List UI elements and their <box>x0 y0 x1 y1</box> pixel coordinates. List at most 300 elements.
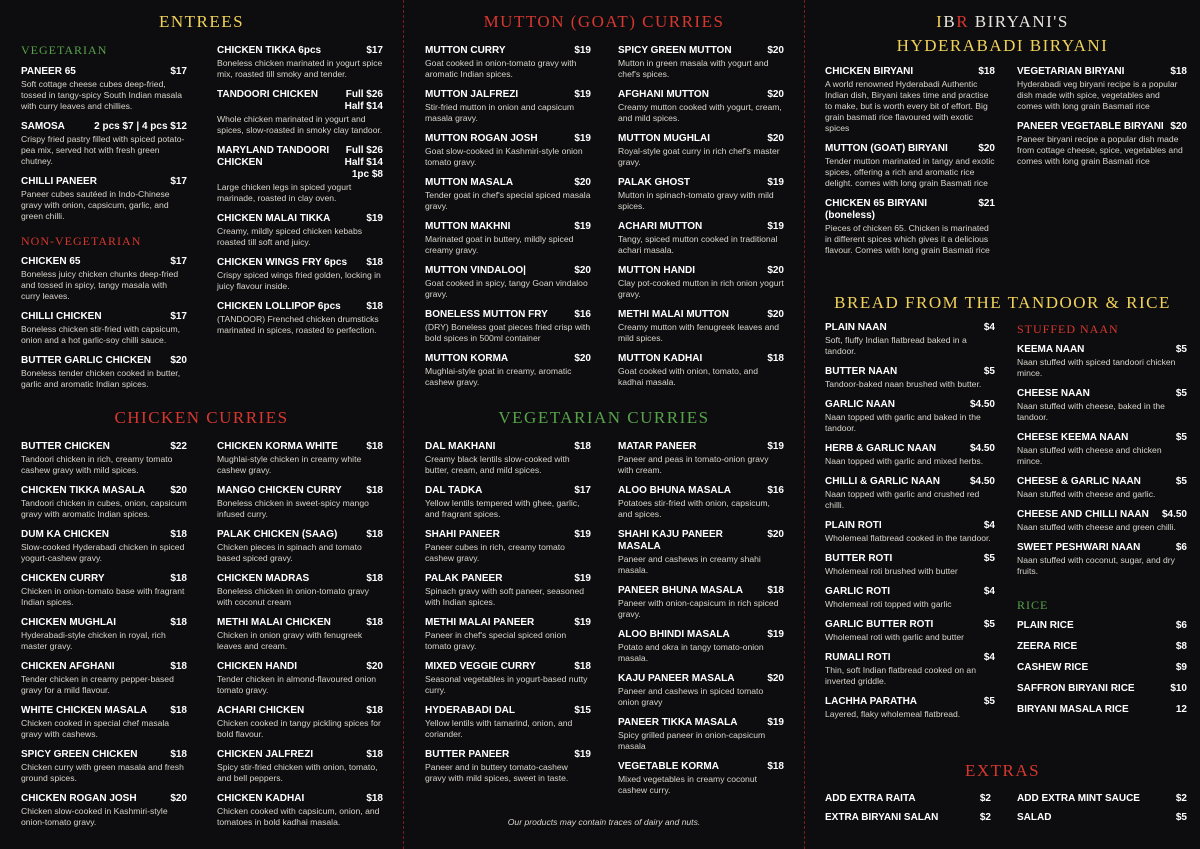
item-name: SAMOSA <box>21 121 65 132</box>
item-price: $18 <box>170 617 187 628</box>
menu-item-header <box>1017 683 1187 695</box>
menu-item <box>425 309 591 344</box>
item-price: $5 <box>983 619 995 630</box>
menu-item-header <box>825 143 995 155</box>
menu-item-header <box>1017 66 1187 78</box>
brand-letter-i: I <box>936 12 944 31</box>
item-price: Full $26 Half $14 1pc $8 <box>344 145 383 180</box>
menu-item-header <box>217 213 383 225</box>
item-description: Chicken curry with green masala and fresh ground spices. <box>21 762 184 783</box>
menu-item-header <box>618 309 784 321</box>
vegetarian-label: VEGETARIAN <box>21 43 108 57</box>
menu-item <box>425 133 591 168</box>
menu-item-header <box>217 661 383 673</box>
menu-item <box>825 143 995 189</box>
menu-item <box>21 617 187 652</box>
item-name: SHAHI PANEER <box>425 529 500 540</box>
item-description: Paneer in chef's special spiced onion tomato gravy. <box>425 630 567 651</box>
menu-item-header <box>618 133 784 145</box>
menu-item-header <box>425 265 591 277</box>
menu-item-header <box>1017 121 1187 133</box>
item-price: $2 <box>979 812 991 823</box>
menu-item <box>825 322 995 357</box>
menu-item <box>217 705 383 740</box>
item-description: Stir-fried mutton in onion and capsicum masala gravy. <box>425 102 575 123</box>
veg-left-list <box>425 441 591 793</box>
panel-entrees-chicken <box>0 0 403 849</box>
item-description: Chicken cooked with capsicum, onion, and tomatoes in bold kadhai masala. <box>217 806 380 827</box>
menu-item-header <box>425 133 591 145</box>
item-name: PANEER TIKKA MASALA <box>618 717 738 728</box>
item-description: Wholemeal roti brushed with butter <box>825 566 958 576</box>
item-price: $20 <box>574 353 591 364</box>
menu-item-header <box>217 145 383 181</box>
item-description: Goat cooked with onion, tomato, and kadhai masala. <box>618 366 758 387</box>
item-price: $2 <box>979 793 991 804</box>
menu-item-header <box>217 529 383 541</box>
item-price: $5 <box>983 696 995 707</box>
menu-item-header <box>217 749 383 761</box>
item-description: Naan topped with garlic and crushed red chilli. <box>825 489 980 510</box>
mutton-curries-title: MUTTON (GOAT) CURRIES <box>483 12 725 31</box>
rice-label: RICE <box>1017 598 1049 612</box>
menu-item-header <box>825 696 995 708</box>
item-name: MUTTON MASALA <box>425 177 514 188</box>
item-description: Naan topped with garlic and baked in the tandoor. <box>825 412 981 433</box>
item-name: BIRYANI MASALA RICE <box>1017 704 1129 715</box>
item-price: $20 <box>767 89 784 100</box>
item-price: $17 <box>170 66 187 77</box>
item-name: CHICKEN 65 <box>21 256 81 267</box>
menu-item <box>1017 620 1187 632</box>
menu-item-header <box>1017 476 1187 488</box>
item-name: PANEER VEGETABLE BIRYANI <box>1017 121 1164 132</box>
item-description: (DRY) Boneless goat pieces fried crisp with bold spices in 500ml container <box>425 322 591 343</box>
menu-item <box>618 221 784 256</box>
menu-item-header <box>217 793 383 805</box>
item-name: CHICKEN MALAI TIKKA <box>217 213 331 224</box>
menu-item <box>425 45 591 80</box>
item-description: Creamy mutton cooked with yogurt, cream, and mild spices. <box>618 102 782 123</box>
allergen-note: Our products may contain traces of dairy and nuts. <box>507 817 701 827</box>
item-name: BUTTER NAAN <box>825 366 898 377</box>
menu-item-header <box>21 705 187 717</box>
item-description: Layered, flaky wholemeal flatbread. <box>825 709 961 719</box>
menu-item <box>425 353 591 388</box>
item-description: Boneless tender chicken cooked in butter, garlic and aromatic Indian spices. <box>21 368 181 389</box>
menu-item-header <box>618 441 784 453</box>
item-description: Crispy fried pastry filled with spiced potato-pea mix, served hot with fresh green chutney. <box>21 134 185 166</box>
item-price: $20 <box>767 45 784 56</box>
item-price: $19 <box>574 529 591 540</box>
item-name: MUTTON MUGHLAI <box>618 133 711 144</box>
item-name: SWEET PESHWARI NAAN <box>1017 542 1141 553</box>
item-price: $4 <box>983 520 995 531</box>
item-description: Potato and okra in tangy tomato-onion masala. <box>618 642 764 663</box>
menu-item <box>825 696 995 720</box>
menu-item <box>217 45 383 80</box>
item-name: BUTTER GARLIC CHICKEN <box>21 355 151 366</box>
item-description: Naan stuffed with spiced tandoori chicken mince. <box>1017 357 1176 378</box>
chicken-curries-title: CHICKEN CURRIES <box>114 408 289 427</box>
item-description: (TANDOOR) Frenched chicken drumsticks marinated in spices, roasted to perfection. <box>217 314 379 335</box>
item-name: MATAR PANEER <box>618 441 697 452</box>
menu-item-header <box>425 89 591 101</box>
item-price: $2 <box>1175 793 1187 804</box>
menu-item-header <box>217 301 383 313</box>
menu-item <box>425 573 591 608</box>
menu-item-header <box>217 257 383 269</box>
veg-curries-title: VEGETARIAN CURRIES <box>498 408 710 427</box>
menu-item-header <box>618 761 784 773</box>
menu-item <box>217 257 383 292</box>
menu-item <box>21 749 187 784</box>
item-name: PLAIN ROTI <box>825 520 882 531</box>
nonveg-label: NON-VEGETARIAN <box>21 234 142 248</box>
item-name: METHI MALAI PANEER <box>425 617 535 628</box>
item-price: $18 <box>574 661 591 672</box>
item-price: $19 <box>767 177 784 188</box>
item-price: $19 <box>366 213 383 224</box>
item-description: Creamy mutton with fenugreek leaves and mild spices. <box>618 322 779 343</box>
menu-item <box>618 717 784 752</box>
menu-item <box>425 749 591 784</box>
rice-list <box>1017 620 1187 725</box>
menu-item-header <box>618 177 784 189</box>
item-name: CHICKEN CURRY <box>21 573 105 584</box>
item-description: Creamy black lentils slow-cooked with butter, cream, and mild spices. <box>425 454 570 475</box>
menu-item-header <box>21 441 187 453</box>
mutton-right-list <box>618 45 784 397</box>
menu-item <box>217 617 383 652</box>
item-price: $19 <box>574 45 591 56</box>
item-name: KAJU PANEER MASALA <box>618 673 735 684</box>
item-price: $18 <box>978 66 995 77</box>
menu-item <box>618 133 784 168</box>
menu-item-header <box>425 529 591 541</box>
item-name: BONELESS MUTTON FRY <box>425 309 548 320</box>
item-name: CHICKEN AFGHANI <box>21 661 115 672</box>
extra-item <box>825 793 991 804</box>
item-description: Tandoori chicken in rich, creamy tomato cashew gravy with mild spices. <box>21 454 173 475</box>
item-price: $4 <box>983 586 995 597</box>
item-description: Large chicken legs in spiced yogurt marinade, roasted in clay oven. <box>217 182 352 203</box>
item-price: $19 <box>767 221 784 232</box>
item-name: DUM KA CHICKEN <box>21 529 109 540</box>
menu-item-header <box>425 221 591 233</box>
menu-item <box>425 89 591 124</box>
item-price: $15 <box>574 705 591 716</box>
menu-item <box>825 198 995 256</box>
item-description: Chicken slow-cooked in Kashmiri-style onion-tomato gravy. <box>21 806 168 827</box>
item-description: Paneer and cashews in creamy shahi masala. <box>618 554 761 575</box>
menu-item-header <box>21 485 187 497</box>
menu-item-header <box>217 617 383 629</box>
item-price: $4.50 <box>969 443 995 454</box>
item-description: Naan stuffed with coconut, sugar, and dry fruits. <box>1017 555 1175 576</box>
item-description: Thin, soft Indian flatbread cooked on an inverted griddle. <box>825 665 976 686</box>
menu-item-header <box>825 652 995 664</box>
item-name: MUTTON HANDI <box>618 265 696 276</box>
item-description: Wholemeal roti topped with garlic <box>825 599 952 609</box>
item-name: CHICKEN HANDI <box>217 661 297 672</box>
item-name: SALAD <box>1017 812 1052 823</box>
menu-item <box>425 661 591 696</box>
item-price: $16 <box>767 485 784 496</box>
item-name: ALOO BHUNA MASALA <box>618 485 731 496</box>
item-name: WHITE CHICKEN MASALA <box>21 705 148 716</box>
item-price: $5 <box>1175 812 1187 823</box>
item-price: $17 <box>366 45 383 56</box>
item-price: $19 <box>574 89 591 100</box>
menu-item <box>217 145 383 204</box>
menu-item-header <box>21 661 187 673</box>
menu-item <box>217 485 383 520</box>
item-price: $17 <box>574 485 591 496</box>
menu-item <box>618 89 784 124</box>
menu-item <box>425 177 591 212</box>
menu-item <box>1017 509 1187 533</box>
menu-item-header <box>825 443 995 455</box>
item-price: $18 <box>366 257 383 268</box>
menu-item <box>21 121 187 167</box>
menu-item-header <box>825 476 995 488</box>
nonveg-entrees-list <box>21 256 187 399</box>
menu-item <box>1017 432 1187 467</box>
menu-item-header <box>217 89 383 113</box>
item-name: CHICKEN JALFREZI <box>217 749 314 760</box>
item-description: Goat slow-cooked in Kashmiri-style onion tomato gravy. <box>425 146 583 167</box>
menu-item <box>21 441 187 476</box>
item-price: $20 <box>574 265 591 276</box>
item-name: BUTTER ROTI <box>825 553 893 564</box>
item-description: Pieces of chicken 65. Chicken is marinated in different spices which gives it a delicious flavour. Comes with long grain Basmati rice <box>825 223 990 255</box>
menu-item <box>825 476 995 511</box>
panel-biryani-bread <box>805 0 1200 849</box>
item-price: $19 <box>574 749 591 760</box>
item-name: CHEESE & GARLIC NAAN <box>1017 476 1141 487</box>
menu-item-header <box>217 573 383 585</box>
menu-item-header <box>217 705 383 717</box>
menu-item-header <box>1017 344 1187 356</box>
item-description: Paneer biryani recipe a popular dish made from cottage cheese, spice, vegetables and comes with long grain Basmati rice <box>1017 134 1183 166</box>
item-name: ADD EXTRA RAITA <box>825 793 916 804</box>
item-description: A world renowned Hyderabadi Authentic Indian dish, Biryani takes time and practise to make, but is worth every bit of effort. Big grain basmati rice flavoured with exotic spices <box>825 79 989 133</box>
menu-item-header <box>425 573 591 585</box>
item-description: Creamy, mildly spiced chicken kebabs roasted till soft and juicy. <box>217 226 363 247</box>
menu-item-header <box>425 353 591 365</box>
bread-title: BREAD FROM THE TANDOOR & RICE <box>834 293 1171 312</box>
item-price: $20 <box>767 529 784 540</box>
menu-item <box>1017 344 1187 379</box>
item-description: Chicken in onion gravy with fenugreek leaves and cream. <box>217 630 363 651</box>
item-description: Yellow lentils with tamarind, onion, and coriander. <box>425 718 573 739</box>
menu-item-header <box>825 619 995 631</box>
item-price: Full $26 Half $14 <box>344 89 383 112</box>
menu-item <box>21 793 187 828</box>
menu-item-header <box>21 66 187 78</box>
menu-item-header <box>217 441 383 453</box>
menu-item <box>825 520 995 544</box>
menu-item-header <box>825 322 995 334</box>
item-name: DAL TADKA <box>425 485 483 496</box>
item-name: SPICY GREEN CHICKEN <box>21 749 138 760</box>
item-price: $4 <box>983 652 995 663</box>
item-name: CHICKEN ROGAN JOSH <box>21 793 137 804</box>
item-price: $5 <box>1175 432 1187 443</box>
item-name: METHI MALAI CHICKEN <box>217 617 331 628</box>
menu-item <box>21 311 187 346</box>
item-price: $18 <box>170 573 187 584</box>
entrees-title: ENTREES <box>158 12 245 31</box>
menu-item-header <box>21 311 187 323</box>
menu-item <box>618 353 784 388</box>
item-name: MUTTON MAKHNI <box>425 221 511 232</box>
item-price: $17 <box>170 176 187 187</box>
menu-item-header <box>21 529 187 541</box>
item-description: Mutton in spinach-tomato gravy with mild spices. <box>618 190 774 211</box>
biryani-left-list <box>825 66 995 265</box>
item-price: $4.50 <box>969 476 995 487</box>
item-description: Naan stuffed with cheese, baked in the tandoor. <box>1017 401 1165 422</box>
item-price: $18 <box>170 749 187 760</box>
item-price: $18 <box>366 301 383 312</box>
menu-item-header <box>825 553 995 565</box>
item-description: Hyderabadi veg biryani recipe is a popular dish made with spice, vegetables and comes with long grain Basmati rice <box>1017 79 1178 111</box>
menu-item <box>825 366 995 390</box>
item-price: $20 <box>1170 121 1187 132</box>
menu-item <box>425 485 591 520</box>
item-description: Mughlai-style goat in creamy, aromatic cashew gravy. <box>425 366 572 387</box>
item-price: $18 <box>366 793 383 804</box>
menu-item <box>425 705 591 740</box>
item-name: MUTTON CURRY <box>425 45 506 56</box>
item-description: Naan stuffed with cheese and green chilli. <box>1017 522 1176 532</box>
item-description: Seasonal vegetables in yogurt-based nutty curry. <box>425 674 588 695</box>
item-price: $20 <box>767 265 784 276</box>
item-name: LACHHA PARATHA <box>825 696 918 707</box>
menu-item-header <box>618 629 784 641</box>
menu-item <box>618 761 784 796</box>
item-price: $19 <box>574 221 591 232</box>
item-name: CHICKEN KORMA WHITE <box>217 441 338 452</box>
menu-item-header <box>21 176 187 188</box>
item-price: $19 <box>767 717 784 728</box>
item-name: ADD EXTRA MINT SAUCE <box>1017 793 1140 804</box>
brand-letter-r: R <box>956 12 970 31</box>
item-description: Paneer cubes sautéed in Indo-Chinese gravy with onion, capsicum, garlic, and green chilli. <box>21 189 170 221</box>
veg-right-list <box>618 441 784 805</box>
menu-item-header <box>618 353 784 365</box>
item-price: $10 <box>1170 683 1187 694</box>
item-price: $20 <box>574 177 591 188</box>
item-price: $16 <box>574 309 591 320</box>
item-description: Chicken cooked in tangy pickling spices for bold flavour. <box>217 718 381 739</box>
item-name: CASHEW RICE <box>1017 662 1089 673</box>
menu-item-header <box>1017 641 1187 653</box>
menu-item-header <box>618 717 784 729</box>
menu-item <box>21 66 187 112</box>
menu-item-header <box>21 256 187 268</box>
item-name: CHICKEN KADHAI <box>217 793 305 804</box>
menu-item <box>21 573 187 608</box>
menu-item <box>217 793 383 828</box>
menu-item <box>825 553 995 577</box>
item-price: $18 <box>170 529 187 540</box>
item-price: $18 <box>170 705 187 716</box>
item-name: CHICKEN TIKKA 6pcs <box>217 45 322 56</box>
item-price: $18 <box>366 705 383 716</box>
menu-item-header <box>618 45 784 57</box>
menu-item <box>217 89 383 136</box>
item-name: CHICKEN MUGHLAI <box>21 617 116 628</box>
menu-item <box>1017 542 1187 577</box>
item-name: MANGO CHICKEN CURRY <box>217 485 342 496</box>
item-name: GARLIC BUTTER ROTI <box>825 619 934 630</box>
biryani-right-list <box>1017 66 1187 176</box>
menu-item-header <box>21 355 187 367</box>
menu-item <box>618 45 784 80</box>
item-name: ZEERA RICE <box>1017 641 1078 652</box>
menu-item <box>21 661 187 696</box>
menu-item <box>618 309 784 344</box>
item-description: Marinated goat in buttery, mildly spiced creamy gravy. <box>425 234 574 255</box>
menu-item-header <box>618 221 784 233</box>
menu-item <box>217 573 383 608</box>
menu-item-header <box>1017 509 1187 521</box>
item-name: SAFFRON BIRYANI RICE <box>1017 683 1135 694</box>
item-description: Clay pot-cooked mutton in rich onion yogurt gravy. <box>618 278 784 299</box>
veg-entrees-list <box>21 66 187 231</box>
item-description: Potatoes stir-fried with onion, capsicum, and spices. <box>618 498 770 519</box>
item-description: Soft cottage cheese cubes deep-fried, tossed in tangy-spicy South Indian masala with curry leaves and chillies. <box>21 79 182 111</box>
menu-item <box>1017 388 1187 423</box>
menu-item-header <box>618 485 784 497</box>
menu-item <box>1017 476 1187 500</box>
menu-item-header <box>618 529 784 553</box>
item-description: Hyderabadi-style chicken in royal, rich master gravy. <box>21 630 166 651</box>
menu-item <box>217 301 383 336</box>
menu-item-header <box>825 586 995 598</box>
menu-item <box>217 213 383 248</box>
item-name: CHICKEN 65 BIRYANI (boneless) <box>825 198 928 221</box>
item-name: PALAK GHOST <box>618 177 691 188</box>
menu-item <box>618 585 784 620</box>
item-price: $4.50 <box>969 399 995 410</box>
menu-item <box>1017 641 1187 653</box>
item-description: Royal-style goat curry in rich chef's master gravy. <box>618 146 780 167</box>
menu-item-header <box>425 485 591 497</box>
item-price: $5 <box>983 553 995 564</box>
menu-item <box>618 529 784 576</box>
stuffed-naan-list <box>1017 344 1187 586</box>
item-description: Spinach gravy with soft paneer, seasoned with Indian spices. <box>425 586 585 607</box>
item-name: HYDERABADI DAL <box>425 705 515 716</box>
item-name: SHAHI KAJU PANEER MASALA <box>618 529 723 552</box>
item-description: Tender chicken in creamy pepper-based gravy for a mild flavour. <box>21 674 174 695</box>
menu-item-header <box>1017 704 1187 716</box>
item-name: AFGHANI MUTTON <box>618 89 709 100</box>
item-name: CHICKEN MADRAS <box>217 573 310 584</box>
item-description: Paneer and in buttery tomato-cashew gravy with mild spices, sweet in taste. <box>425 762 569 783</box>
item-description: Tangy, spiced mutton cooked in traditional achari masala. <box>618 234 778 255</box>
item-name: MARYLAND TANDOORI CHICKEN <box>217 145 330 168</box>
item-description: Paneer and peas in tomato-onion gravy with cream. <box>618 454 769 475</box>
item-price: $18 <box>1170 66 1187 77</box>
menu-item <box>217 749 383 784</box>
item-name: MUTTON KORMA <box>425 353 509 364</box>
item-description: Yellow lentils tempered with ghee, garlic, and fragrant spices. <box>425 498 580 519</box>
